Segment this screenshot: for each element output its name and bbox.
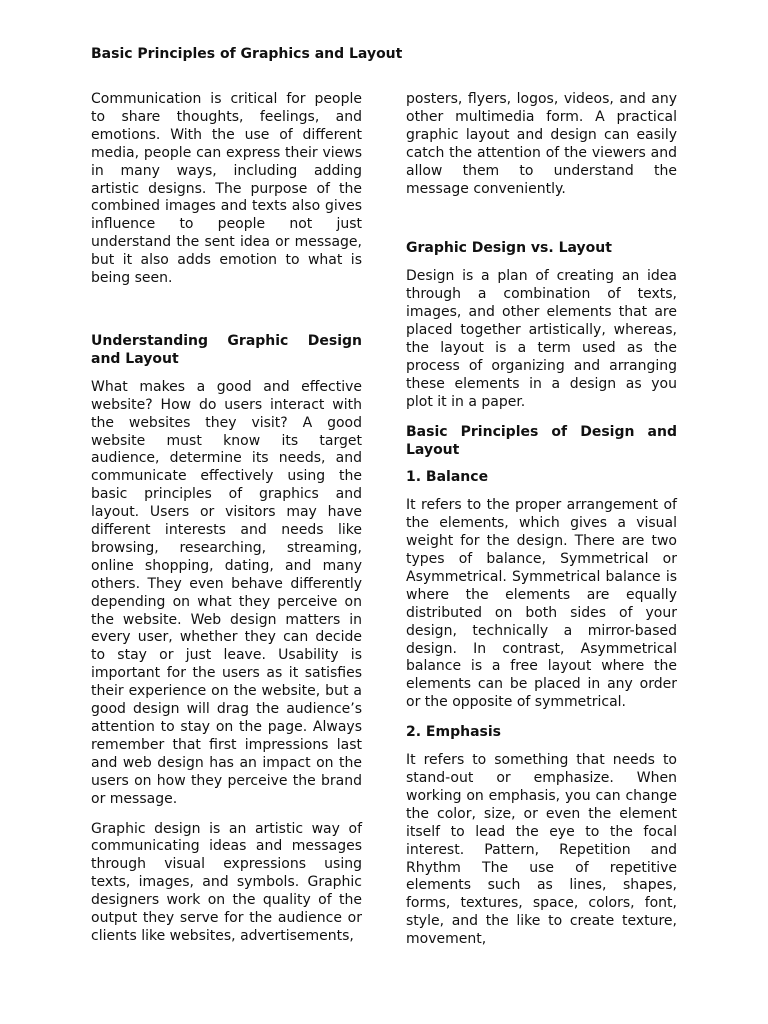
right-column [406,91,677,961]
understanding-heading: Understanding Graphic Design and Layout [91,332,362,367]
section-spacer [406,210,677,240]
principles-heading: Basic Principles of Design and Layout [406,423,677,458]
emphasis-paragraph: It refers to something that needs to stand-out or emphasize. When working on emphasis, you can change the color, size, or even the element itself to lead the eye to the focal interest. Pattern, Repetition and Rhythm The use of repetitive elements such as lines, shapes, forms, textures, space, colors, font, style, and the like to create texture, movement, [406,752,677,948]
section-spacer [91,300,362,333]
balance-heading: 1. Balance [406,469,489,486]
left-column [91,91,362,958]
intro-paragraph: Communication is critical for people to share thoughts, feelings, and emotions. With the use of different media, people can express their views in many ways, including adding artistic designs. The purpose of the combined images and texts also gives influence to people not just understand the sent idea or message, but it also adds emotion to what is being seen. [91,91,362,287]
document-title: Basic Principles of Graphics and Layout [91,46,403,62]
design-vs-layout-heading: Graphic Design vs. Layout [406,240,612,257]
design-vs-layout-paragraph: Design is a plan of creating an idea through a combination of texts, images, and other elements that are placed together artistically, whereas, the layout is a term used as the process of organizing and arranging these elements in a design as you plot it in a paper. [406,268,677,410]
graphic-design-paragraph-end: posters, flyers, logos, videos, and any other multimedia form. A practical graphic layout and design can easily catch the attention of the viewers and allow them to understand the message conveniently. [406,91,677,197]
emphasis-heading: 2. Emphasis [406,724,501,741]
balance-paragraph: It refers to the proper arrangement of the elements, which gives a visual weight for the design. There are two types of balance, Symmetrical or Asymmetrical. Symmetrical balance is where the elements are equally distributed on both sides of your design, technically a mirror-based design. In contrast, Asymmetrical balance is a free layout where the elements can be placed in any order or the opposite of symmetrical. [406,497,677,711]
understanding-paragraph: What makes a good and effective website? How do users interact with the websites they visit? A good website must know its target audience, determine its needs, and communicate effectively using the basic principles of graphics and layout. Users or visitors may have different interests and needs like browsing, researching, streaming, online shopping, dating, and many others. They even behave differently depending on what they perceive on the website. Web design matters in every user, whether they can decide to stay or just leave. Usability is important for the users as it satisfies their experience on the website, but a good design will drag the audience’s attention to stay on the page. Always remember that first impressions last and web design has an impact on the users on how they perceive the brand or message. [91,378,362,807]
graphic-design-paragraph-start: Graphic design is an artistic way of communicating ideas and messages through visual expressions using texts, images, and symbols. Graphic designers work on the quality of the output they serve for the audience or clients like websites, advertisements, [91,820,362,944]
